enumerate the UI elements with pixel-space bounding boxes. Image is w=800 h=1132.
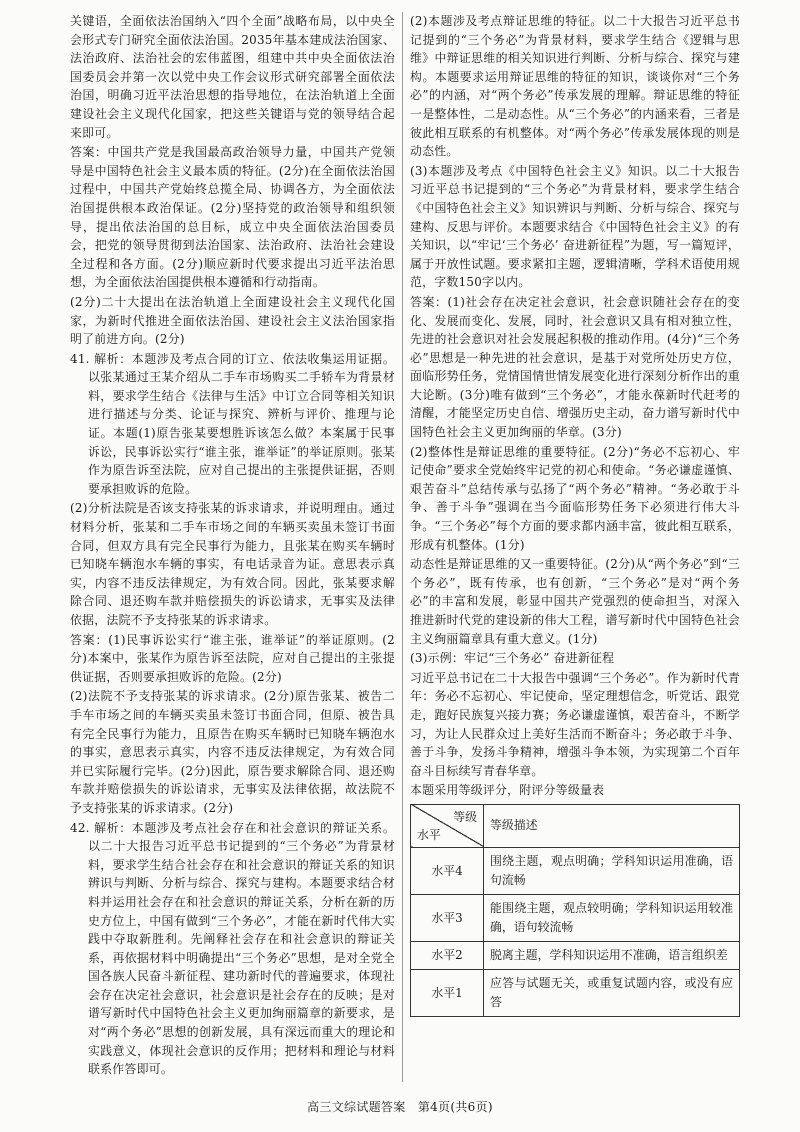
grading-row <box>411 941 740 969</box>
q41-answer-part2: (2)法院不予支持张某的诉求请求。(2分)原告张某、被告二手车市场之间的车辆买卖虽未签订书面合同，但原、被告具有完全民事行为能力，且原告在购买车辆时已知晓车辆泡水的事实，意思表示真实，内容不违反法律规定，为有效合同并已实际履行完毕。(2分)因此，原告要求解除合同、退还购车款并赔偿损失的诉讼请求，无事实及法律依据，故法院不予支持张某的诉求请求。(2分) <box>70 689 395 815</box>
grading-table <box>410 804 740 1017</box>
grading-level: 水平4 <box>411 847 484 894</box>
grading-corner-cell <box>411 804 484 847</box>
left-column <box>70 12 395 1080</box>
corner-label-level: 水平 <box>417 827 441 842</box>
grading-note: 本题采用等级评分，附评分等级量表 <box>410 783 605 798</box>
q41-answer-part1: 答案：(1)民事诉讼实行“谁主张，谁举证”的举证原则。(2分)本案中，张某作为原告诉至法院，应对自己提出的主张提供证据，否则要承担败诉的危险。(2分) <box>70 632 395 684</box>
q42-analysis-part2: (2)本题涉及考点辩证思维的特征。以二十大报告习近平总书记提到的“三个务必”为背景材料，要求学生结合《逻辑与思维》中辩证思维的相关知识进行判断、分析与综合、探究与建构。本题要求运用辩证思维的特征的知识，谈谈你对“三个务必”的内涵，对“两个务必”传承发展的理解。辩证思维的特征一是整体性，二是动态性。从“三个务必”的内涵来看，三者是彼此相互联系的有机整体。对“两个务必”传承发展体现的则是动态性。 <box>410 14 740 159</box>
q42-answer-2: (2)整体性是辩证思维的重要特征。(2分)“务必不忘初心、牢记使命”要求全党始终牢记党的初心和使命。“务必谦虚谨慎、艰苦奋斗”总结传承与弘扬了“两个务必”精神。“务必敢于斗争、善于斗争”强调在当今面临形势任务下必须进行伟大斗争。“三个务必”每个方面的要求都内涵丰富，彼此相互联系，形成有机整体。(1分) <box>410 444 740 552</box>
grading-desc: 应答与试题无关，或重复试题内容，或没有应答 <box>484 969 740 1016</box>
corner-label-grade: 等级 <box>453 809 477 824</box>
column-divider <box>402 12 403 1082</box>
q40-answer-part1: 答案：中国共产党是我国最高政治领导力量，中国共产党领导是中国特色社会主义最本质的特征。(2分)在全面依法治国过程中，中国共产党始终总揽全局、协调各方，为全面依法治国提供根本政治保证。(2分)坚持党的政治领导和组织领导，提出依法治国的总目标，成立中央全面依法治国委员会，把党的领导贯彻到法治国家、法治政府、法治社会建设全过程和各方面。(2分)顺应新时代要求提出习近平法治思想，为全面依法治国提供根本遵循和行动指南。 <box>70 145 395 290</box>
grading-header-desc: 等级描述 <box>484 804 740 847</box>
grading-header-row <box>411 804 740 847</box>
q42-answer-3-title: (3)示例：牢记“三个务必” 奋进新征程 <box>410 651 615 666</box>
grading-row <box>411 969 740 1016</box>
grading-desc: 围绕主题，观点明确；学科知识运用准确，语句流畅 <box>484 847 740 894</box>
right-column <box>410 12 740 1017</box>
q42-answer-3-body: 习近平总书记在二十大报告中强调“三个务必”。作为新时代青年：务必不忘初心、牢记使命，坚定理想信念，听党话、跟党走，跑好民族复兴接力赛；务必谦虚谨慎，艰苦奋斗，不断学习，为让人民群众过上美好生活而不断奋斗；务必敢于斗争、善于斗争，发扬斗争精神，增强斗争本领，为实现第二个百年奋斗目标续写青春华章。 <box>410 670 740 778</box>
grading-table-wrap <box>410 804 740 1017</box>
q41-analysis-part2: (2)分析法院是否该支持张某的诉求请求，并说明理由。通过材料分析，张某和二手车市场之间的车辆买卖虽未签订书面合同，但双方具有完全民事行为能力，且张某在购买车辆时已知晓车辆泡水车辆的事实，有电话录音为证。意思表示真实，内容不违反法律规定，为有效合同。因此，张某要求解除合同、退还购车款并赔偿损失的诉讼请求，无事实及法律依据，法院不予支持张某的诉求请求。 <box>70 501 395 627</box>
grading-row <box>411 847 740 894</box>
grading-desc: 脱离主题，学科知识运用不准确，语言组织差 <box>484 941 740 969</box>
q42-answer-1: 答案：(1)社会存在决定社会意识，社会意识随社会存在的变化、发展而变化、发展，同时，社会意识又具有相对独立性，先进的社会意识对社会发展起积极的推动作用。(4分)“三个务必”思想是一种先进的社会意识，是基于对党所处历史方位，面临形势任务，党情国情世情发展变化进行深刻分析作出的重大论断。(3分)唯有做到“三个务必”，才能永葆新时代赶考的清醒，才能坚定历史自信、增强历史主动，奋力谱写新时代中国特色社会主义更加绚丽的华章。(3分) <box>410 294 740 440</box>
grading-level: 水平2 <box>411 941 484 969</box>
page-footer: 高三文综试题答案 第4页(共6页) <box>307 1100 493 1114</box>
q41-analysis-part1: 41. 解析：本题涉及考点合同的订立、依法收集运用证据。以张某通过王某介绍从二手车市场购买二手轿车为背景材料，要求学生结合《法律与生活》中订立合同等相关知识进行描述与分类、论证与探究、辨析与评价、推理与论证。本题(1)原告张某要想胜诉该怎么做？本案属于民事诉讼，民事诉讼实行“谁主张，谁举证”的举证原则。张某作为原告诉至法院，应对自己提出的主张提供证据，否则要承担败诉的危险。 <box>70 351 395 496</box>
q40-analysis-tail: 关键语，全面依法治国纳入“四个全面”战略布局，以中央全会形式专门研究全面依法治国。2035年基本建成法治国家、法治政府、法治社会的宏伟蓝图，组建中共中央全面依法治国委员会并第一次以党中央工作会议形式研究部署全面依法治国，明确习近平法治思想的指导地位，在法治轨道上全面建设社会主义现代化国家，把这些关键语与党的领导结合起来即可。 <box>70 14 395 140</box>
q42-analysis-part3: (3)本题涉及考点《中国特色社会主义》知识。以二十大报告习近平总书记提到的“三个务必”为背景材料，要求学生结合《中国特色社会主义》知识辨识与判断、分析与综合、探究与建构、反思与评价。本题要求结合《中国特色社会主义》的有关知识，以“牢记‘三个务必’ 奋进新征程”为题，写一篇短评，属于开放性试题。要求紧扣主题，逻辑清晰，学科术语使用规范，字数150字以内。 <box>410 163 740 290</box>
grading-row <box>411 894 740 941</box>
grading-level: 水平3 <box>411 894 484 941</box>
q42-analysis-part1: 42. 解析：本题涉及考点社会存在和社会意识的辩证关系。以二十大报告习近平总书记提到的“三个务必”为背景材料，要求学生结合社会存在和社会意识的辩证关系的知识辨识与判断、分析与综合、探究与建构。本题要求结合材料并运用社会存在和社会意识的辩证关系，分析在新的历史方位上，中国有做到“三个务必”，才能在新时代伟大实践中夺取新胜利。先阐释社会存在和社会意识的辩证关系，再依据材料中明确提出“三个务必”思想，是对全党全国各族人民奋斗新征程、建功新时代的普遍要求，体现社会存在决定社会意识，社会意识是社会存在的反映；是对谱写新时代中国特色社会主义更加绚丽篇章的新要求，是对“两个务必”思想的创新发展，具有深远而重大的理论和实践意义，体现社会意识的反作用；把材料和理论与材料联系作答即可。 <box>70 820 395 1077</box>
q40-answer-part2: (2分)二十大提出在法治轨道上全面建设社会主义现代化国家，为新时代推进全面依法治国、建设社会主义法治国家指明了前进方向。(2分) <box>70 294 395 347</box>
q42-answer-2b: 动态性是辩证思维的又一重要特征。(2分)从“两个务必”到“三个务必”，既有传承，也有创新，“三个务必”是对“两个务必”的丰富和发展，彰显中国共产党强烈的使命担当，对深入推进新时代党的建设新的伟大工程，谱写新时代中国特色社会主义绚丽篇章具有重大意义。(1分) <box>410 557 740 646</box>
grading-level: 水平1 <box>411 969 484 1016</box>
grading-desc: 能围绕主题，观点较明确；学科知识运用较准确，语句较流畅 <box>484 894 740 941</box>
